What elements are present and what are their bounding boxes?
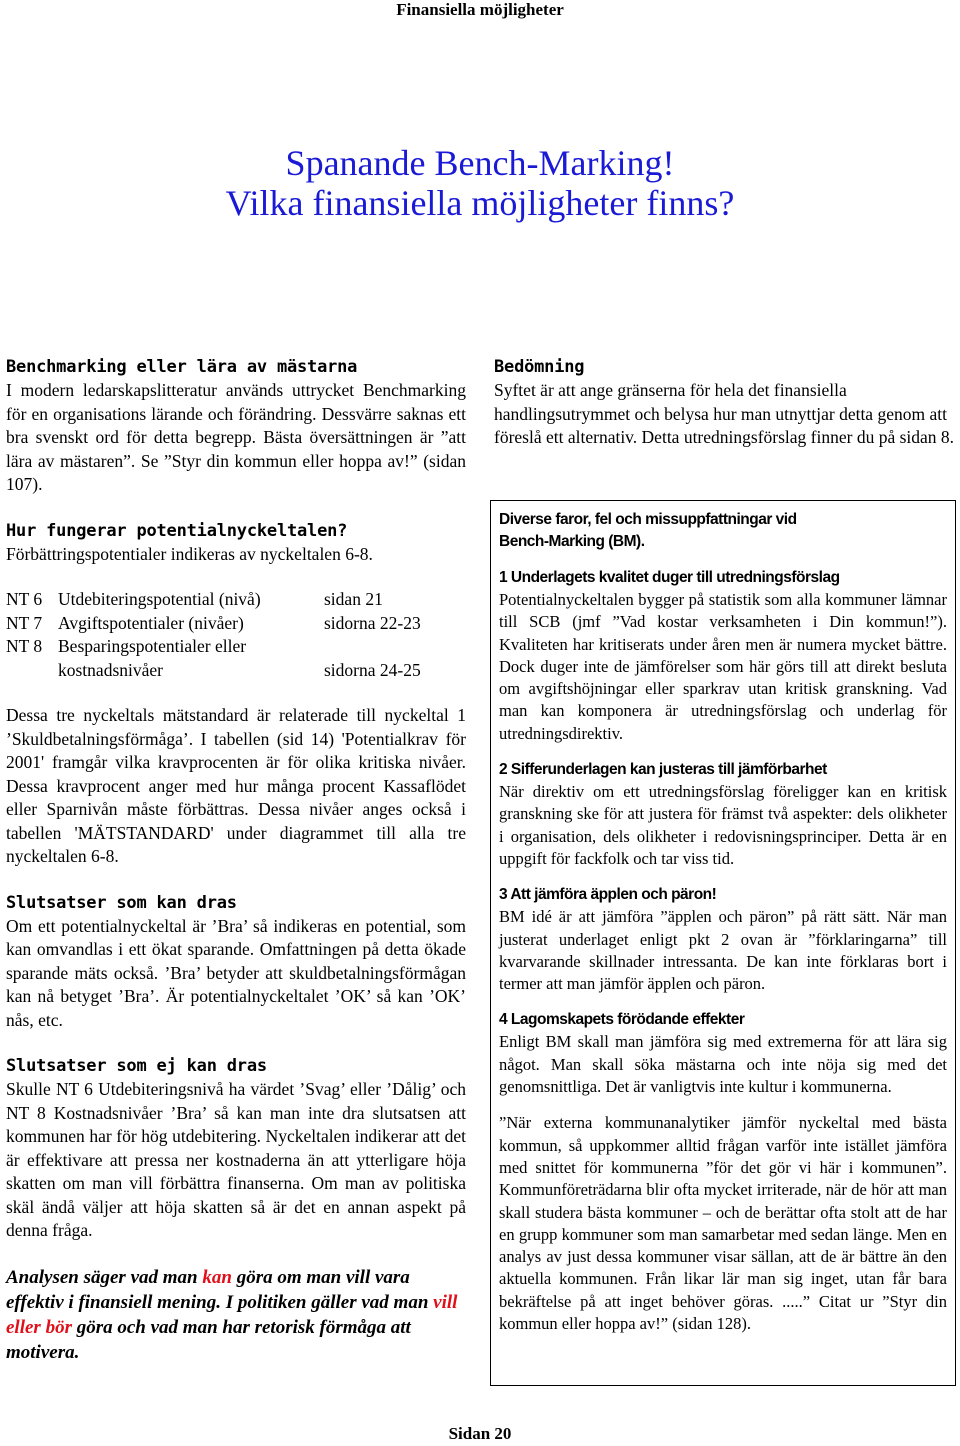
nt-code: NT 8 bbox=[6, 636, 43, 656]
box-item-text: BM idé är att jämföra ”äpplen och päron” på rätt sätt. När man justerat underlaget enligt pkt 2 ovan är ”förklaringarna” till kvarvarande skillnader intressanta. De kan inte förklaras bort i termer att man jämför äpplen och päron. bbox=[499, 907, 947, 994]
box-item-text: När direktiv om ett utredningsförslag föreligger kan en kritisk granskning ske för att justera för främst två aspekter: dels olikheter i organisation, dels olikheter i redovisningsprinciper. Detta är en uppgift för fackfolk och tar viss tid. bbox=[499, 782, 947, 868]
nt-page: sidorna 24-25 bbox=[324, 659, 421, 680]
box-item-heading: 2 Sifferunderlagen kan justeras till jämförbarhet bbox=[499, 761, 827, 779]
nt-table bbox=[6, 588, 421, 682]
analysis-conclusion bbox=[6, 1265, 466, 1365]
nt-desc: Utdebiteringspotential (nivå) bbox=[58, 589, 261, 609]
paragraph-matstandard: Dessa tre nyckeltals mätstandard är relaterade till nyckeltal 1 ’Skuldbetalningsförmåga’. I tabellen (sid 14) 'Potentialkrav för 2001' framgår vilka kravprocenten är för olika kritiska nivåer. Dessa kravprocent anger med hur många procent Kassaflödet eller Sparnivån måste förbättras. Dessa nivåer anges också i tabellen 'MÄTSTANDARD' under diagrammet till alla tre nyckeltalen 6-8. bbox=[6, 705, 466, 866]
nt-desc: Avgiftspotentialer (nivåer) bbox=[58, 612, 244, 633]
nt-code: NT 7 bbox=[6, 612, 43, 633]
title-line-1: Spanande Bench-Marking! bbox=[285, 143, 675, 183]
nt-desc: Besparingspotentialer eller bbox=[58, 636, 247, 656]
paragraph-benchmarking: I modern ledarskapslitteratur används uttrycket Benchmarking för en organisations lärande och förändring. Dessvärre saknas ett bra svenskt ord för detta begrepp. Bästa översättningen är ”att lära av mästaren”. Se ”Styr din kommun eller hoppa av!” (sidan 107). bbox=[6, 380, 466, 494]
table-row bbox=[6, 635, 421, 659]
heading-assessment: Bedömning bbox=[494, 357, 585, 377]
conclusion-text: Analysen säger vad man bbox=[6, 1266, 203, 1288]
paragraph-assessment: Syftet är att ange gränserna för hela det finansiella handlingsutrymmet och belysa hur man utnyttjar detta genom att föreslå ett alternativ. Detta utredningsförslag finner du på sidan 8. bbox=[494, 380, 955, 447]
right-column bbox=[494, 356, 956, 450]
pitfalls-box bbox=[490, 500, 956, 1386]
nt-code bbox=[6, 659, 58, 683]
page-title bbox=[0, 143, 960, 223]
table-row bbox=[6, 612, 421, 636]
title-line-2: Vilka finansiella möjligheter finns? bbox=[225, 183, 735, 223]
heading-conclusions-can: Slutsatser som kan dras bbox=[6, 892, 237, 913]
conclusion-text: göra och vad man har retorisk förmåga att motivera. bbox=[6, 1316, 411, 1363]
heading-benchmarking: Benchmarking eller lära av mästarna bbox=[6, 357, 358, 377]
box-item-2 bbox=[499, 759, 947, 870]
box-item-heading: 1 Underlagets kvalitet duger till utredningsförslag bbox=[499, 569, 840, 586]
conclusion-highlight-vill: vill eller bör bbox=[6, 1291, 458, 1338]
nt-desc: kostnadsnivåer bbox=[58, 659, 163, 680]
conclusion-text: göra om man vill vara effektiv i finansiell mening. I politiken gäller vad man bbox=[6, 1266, 434, 1313]
box-title: Diverse faror, fel och missuppfattningar vid Bench-Marking (BM). bbox=[499, 511, 797, 550]
conclusion-highlight-kan: kan bbox=[202, 1266, 232, 1288]
heading-potential: Hur fungerar potentialnyckeltalen? bbox=[6, 520, 348, 541]
paragraph-conclusions-can: Om ett potentialnyckeltal är ’Bra’ så indikeras en potential, som kan omvandlas i ett ökat sparande. Omfattningen på detta ökade sparande mäts också. ’Bra’ betyder att skuldbetalningsförmågan kan nå betyget ’Bra’. Är potentialnyckeltalet ’OK’ så kan ’OK’ nås, etc. bbox=[6, 915, 466, 1030]
box-item-heading: 4 Lagomskapets förödande effekter bbox=[499, 1011, 745, 1029]
page-number: Sidan 20 bbox=[448, 1424, 512, 1443]
box-item-text: Enligt BM skall man jämföra sig med extremerna för att lära sig något. Man skall söka mästarna och inte nöja sig med det genomsnittliga. Det är vanligtvis inte kultur i kommunerna. bbox=[499, 1032, 947, 1097]
paragraph-potential-intro: Förbättringspotentialer indikeras av nyckeltalen 6-8. bbox=[6, 543, 373, 564]
box-item-heading: 3 Att jämföra äpplen och päron! bbox=[499, 886, 717, 904]
paragraph-conclusions-cannot: Skulle NT 6 Utdebiteringsnivå ha värdet ’Svag’ eller ’Dålig’ och NT 8 Kostnadsnivåer ’Bra’ så kan man inte dra slutsatsen att kommunen har för hög utdebitering. Nyckeltalen indikerar att det är effektivare att pressa ner kostnaderna än att ytterligare höja skatten om man vill förbättra finanserna. Om man av politiska skäl ändå väljer att höja skatten så är det en annan aspekt på denna fråga. bbox=[6, 1079, 466, 1240]
heading-conclusions-cannot: Slutsatser som ej kan dras bbox=[6, 1056, 267, 1076]
nt-code: NT 6 bbox=[6, 589, 43, 609]
box-quote: ”När externa kommunanalytiker jämför nyckeltal med bästa kommun, så uppkommer alltid frågan varför inte istället jämföra med snittet för kommunerna ”för det gör vi här i kommunen”. Kommunföreträdarna blir ofta mycket irriterade, när de hör att man skall studera bästa kommuner – och de berättar ofta stolt att de har en grupp kommuner som man samarbetar med sedan länge. Men en analys av just dessa kommuner visar sällan, att de är bättre än den aktuella kommunen. Från likar lär man sig inget, utan får bara bekräftelse på att inget behöver göras. .....” Citat ur ”Styr din kommun eller hoppa av!” (sidan 128). bbox=[499, 1113, 947, 1334]
box-item-3 bbox=[499, 884, 947, 995]
nt-page bbox=[324, 635, 421, 659]
nt-page: sidorna 22-23 bbox=[324, 612, 421, 633]
box-item-1 bbox=[499, 567, 947, 745]
box-item-text: Potentialnyckeltalen bygger på statistik som alla kommuner lämnar till SCB (jmf ”Vad kostar verksamheten i Din kommun!”). Kvaliteten har kritiserats under åren men är numera mycket bättre. Dock duger inte de jämförelser som här görs till att direkt besluta om avgiftshöjningar eller sparkrav utan kritisk granskning. Vad man kan komponera är utredningsförslag och underlag för utredningsdirektiv. bbox=[499, 590, 947, 743]
left-column bbox=[6, 356, 466, 1365]
nt-page: sidan 21 bbox=[324, 589, 383, 609]
table-row bbox=[6, 588, 421, 612]
table-row bbox=[6, 659, 421, 683]
box-item-4 bbox=[499, 1009, 947, 1098]
running-header: Finansiella möjligheter bbox=[396, 0, 564, 19]
